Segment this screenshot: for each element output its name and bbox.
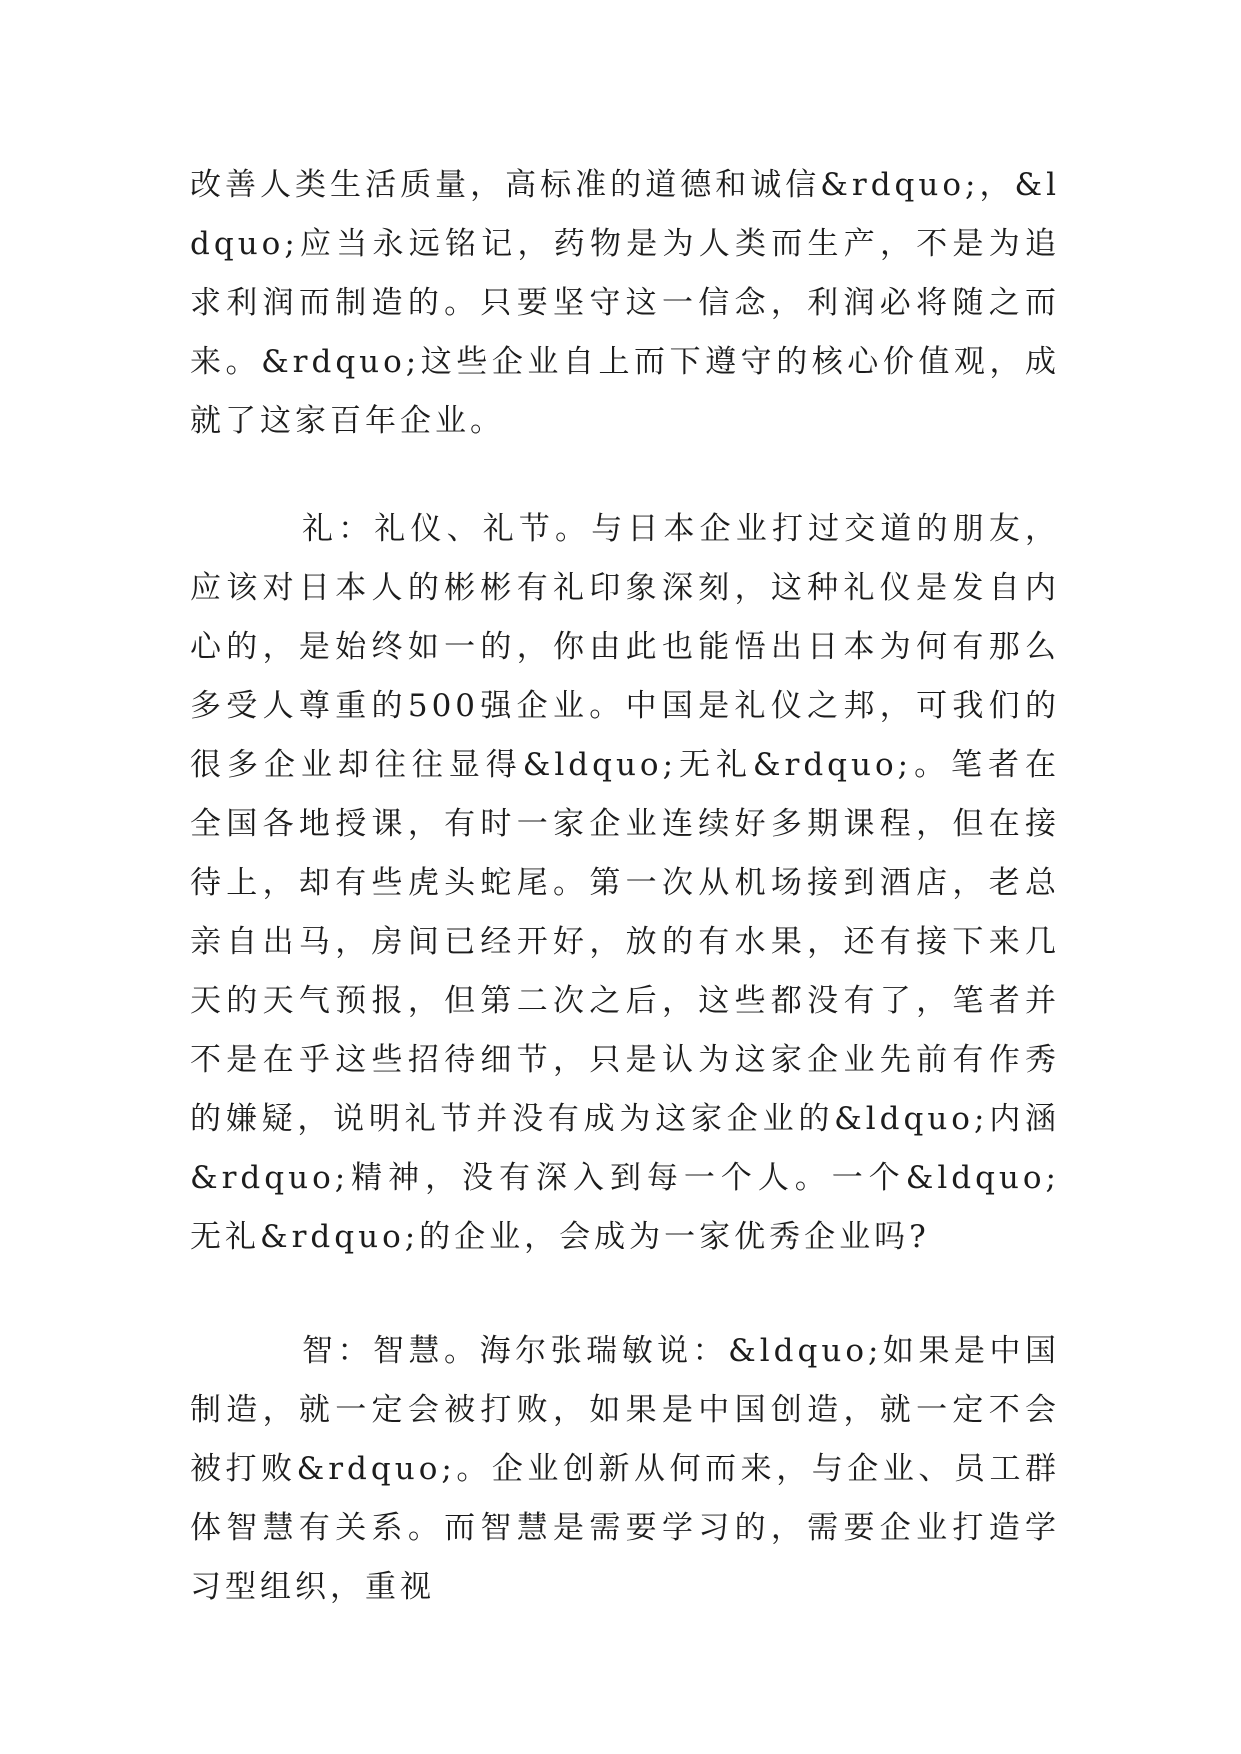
body-paragraph-3 — [190, 1322, 1060, 1617]
body-paragraph-2 — [190, 500, 1060, 1267]
paragraph-text: 礼：礼仪、礼节。与日本企业打过交道的朋友，应该对日本人的彬彬有礼印象深刻，这种礼仪是发自内心的，是始终如一的，你由此也能悟出日本为何有那么多受人尊重的500强企业。中国是礼仪之邦，可我们的很多企业却往往显得&ldquo;无礼&rdquo;。笔者在全国各地授课，有时一家企业连续好多期课程，但在接待上，却有些虎头蛇尾。第一次从机场接到酒店，老总亲自出马，房间已经开好，放的有水果，还有接下来几天的天气预报，但第二次之后，这些都没有了，笔者并不是在乎这些招待细节，只是认为这家企业先前有作秀的嫌疑，说明礼节并没有成为这家企业的&ldquo;内涵&rdquo;精神，没有深入到每一个人。一个&ldquo;无礼&rdquo;的企业，会成为一家优秀企业吗? — [190, 511, 1060, 1255]
paragraph-text: 改善人类生活质量，高标准的道德和诚信&rdquo;，&ldquo;应当永远铭记，药物是为人类而生产，不是为追求利润而制造的。只要坚守这一信念，利润必将随之而来。&rdquo;这些企业自上而下遵守的核心价值观，成就了这家百年企业。 — [190, 167, 1060, 439]
paragraph-text: 智：智慧。海尔张瑞敏说：&ldquo;如果是中国制造，就一定会被打败，如果是中国创造，就一定不会被打败&rdquo;。企业创新从何而来，与企业、员工群体智慧有关系。而智慧是需要学习的，需要企业打造学习型组织，重视 — [190, 1333, 1060, 1605]
body-paragraph-1 — [190, 156, 1060, 451]
